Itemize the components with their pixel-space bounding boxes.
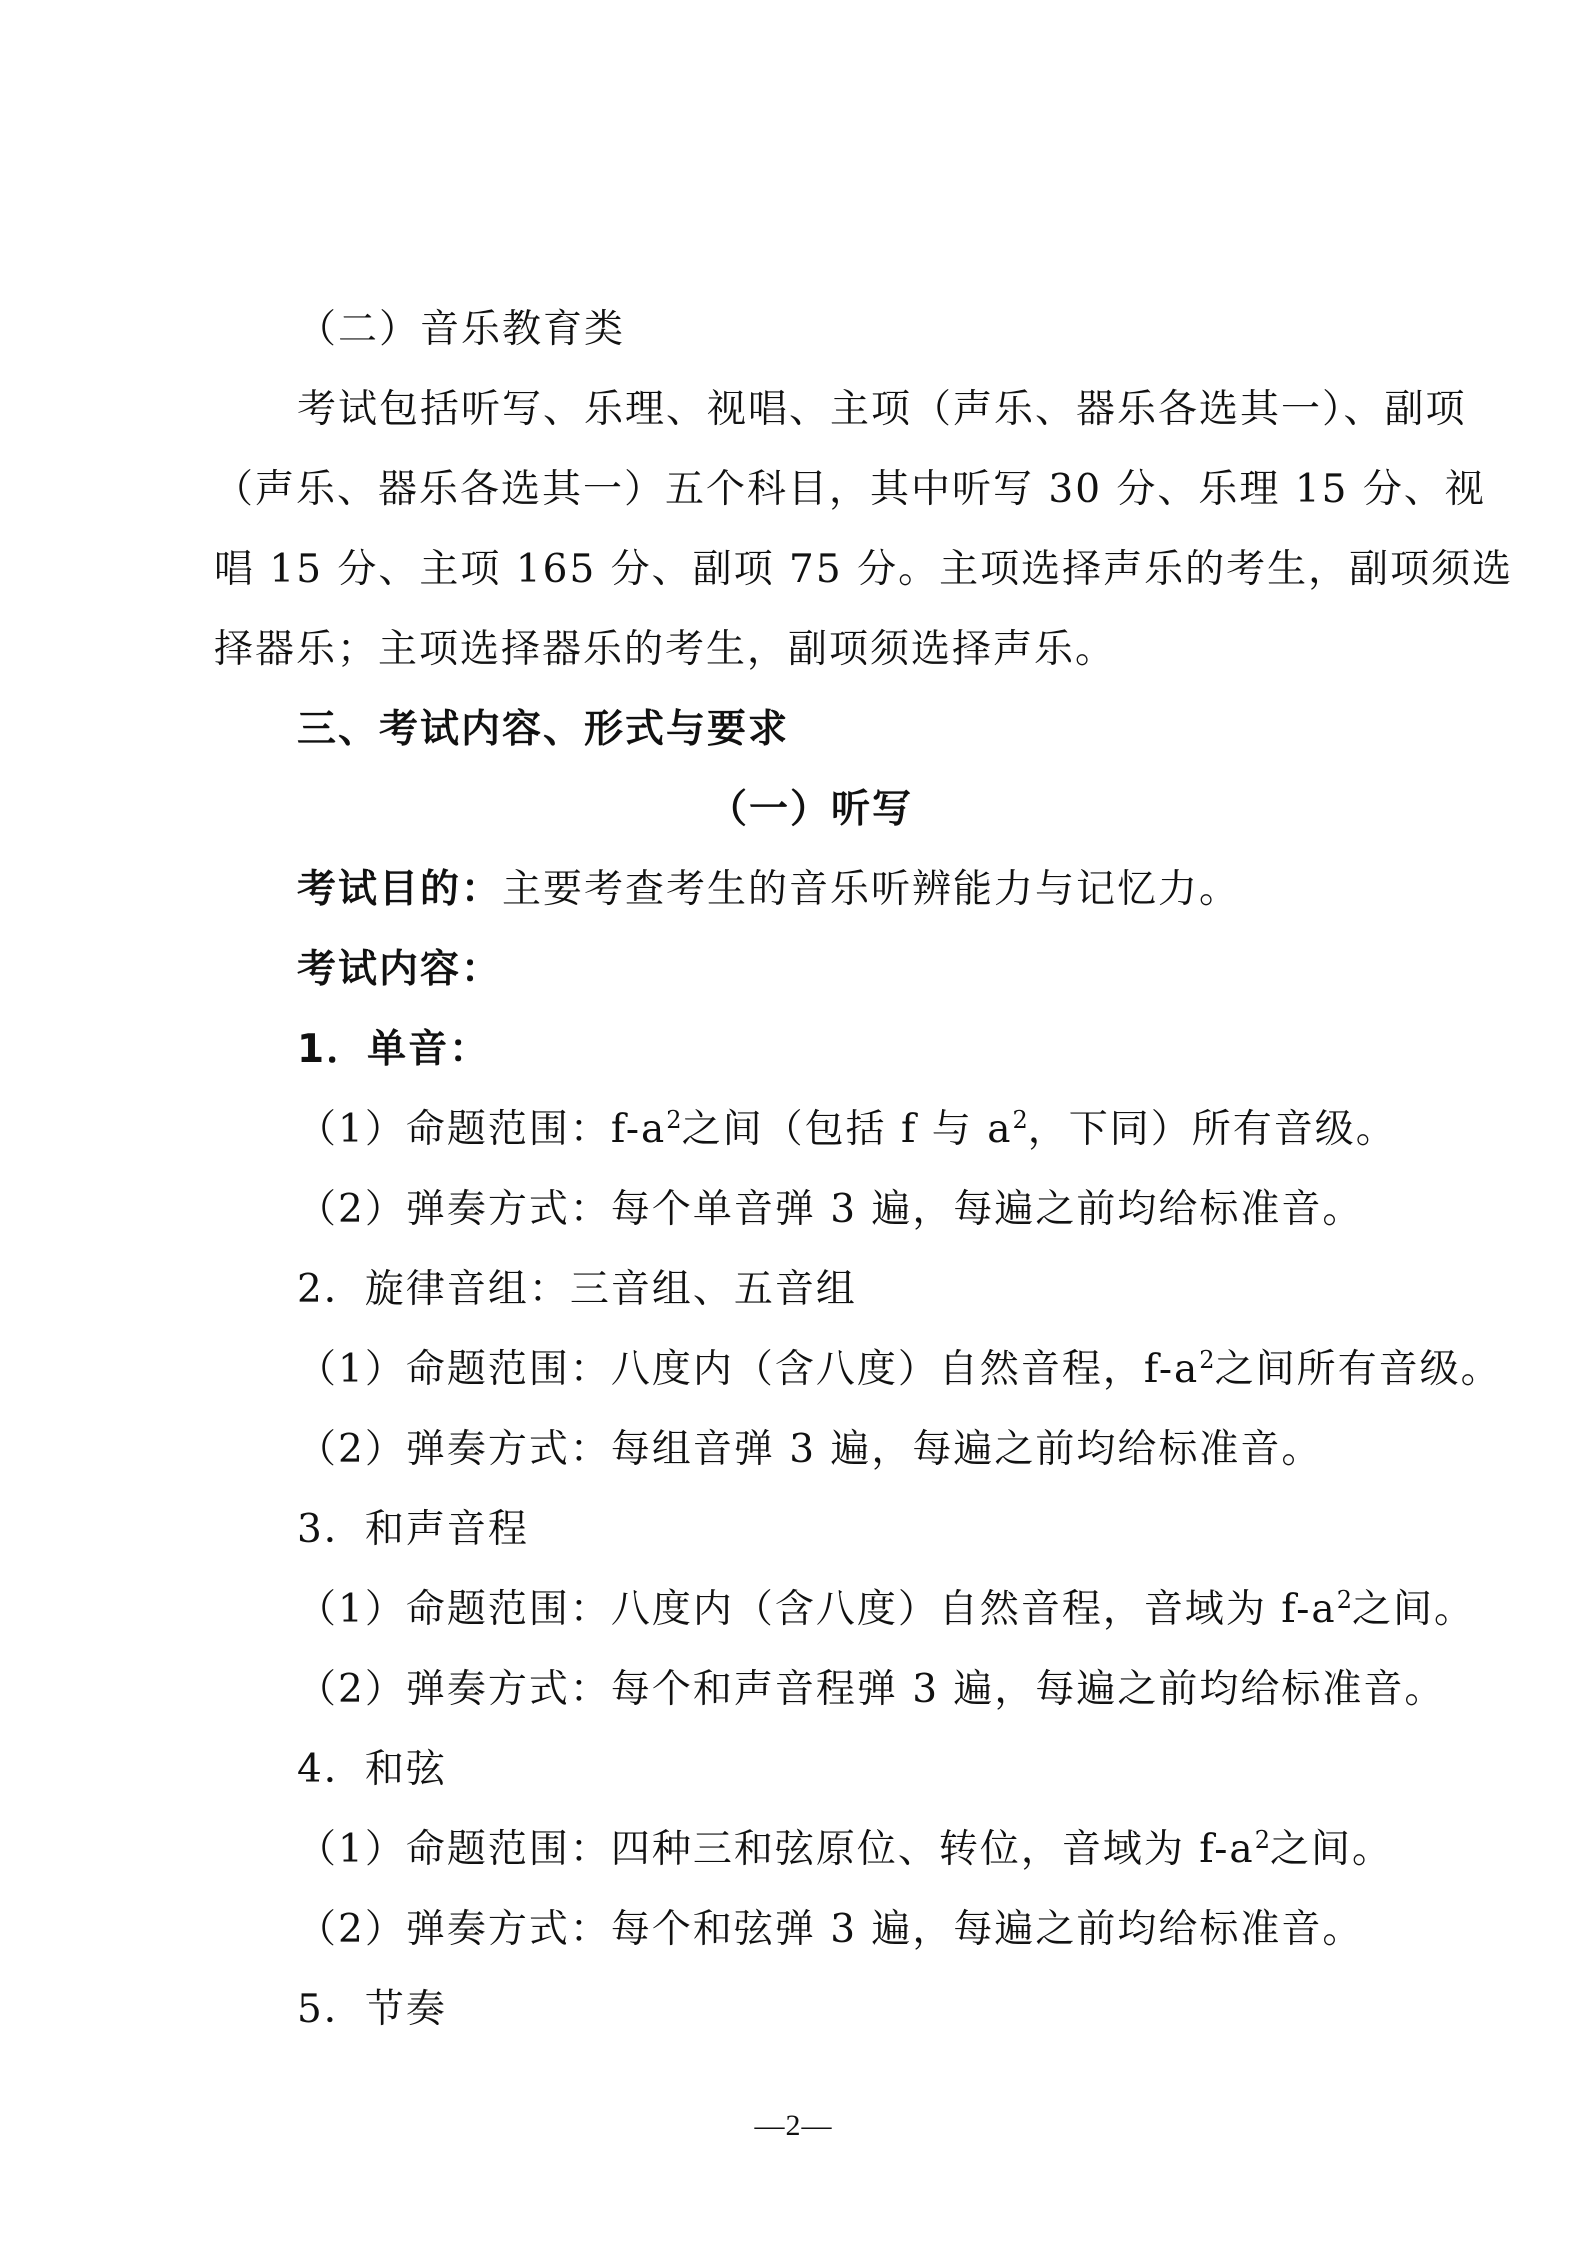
item-harmonic-interval-range — [297, 1586, 1475, 1634]
item-melodic-group-title: 2．旋律音组：三音组、五音组 — [297, 1267, 857, 1312]
item-single-tone-play: （2）弹奏方式：每个单音弹 3 遍，每遍之前均给标准音。 — [297, 1187, 1364, 1232]
item-harmonic-interval-title: 3．和声音程 — [297, 1507, 529, 1552]
range-mid: 之间（包括 f 与 a — [681, 1107, 1013, 1152]
chapter-heading: 三、考试内容、形式与要求 — [297, 707, 790, 752]
range-suffix: 之间。 — [1351, 1587, 1475, 1632]
item-melodic-group-range — [297, 1346, 1502, 1394]
item-number: 1． — [297, 1027, 368, 1072]
intro-line-4: 择器乐；主项选择器乐的考生，副项须选择声乐。 — [214, 627, 1117, 672]
item-single-tone-range — [297, 1106, 1397, 1154]
exam-purpose-text: 主要考查考生的音乐听辨能力与记忆力。 — [502, 867, 1241, 912]
section-heading: （二）音乐教育类 — [297, 307, 626, 352]
superscript: 2 — [666, 1106, 682, 1134]
page-number: —2— — [754, 2109, 833, 2142]
exam-content-label: 考试内容： — [297, 947, 503, 992]
item-rhythm-title: 5．节奏 — [297, 1987, 447, 2032]
range-prefix: （1）命题范围：f-a — [297, 1107, 667, 1152]
subject-heading: （一）听写 — [708, 787, 914, 832]
intro-line-3: 唱 15 分、主项 165 分、副项 75 分。主项选择声乐的考生，副项须选 — [214, 547, 1514, 592]
item-melodic-group-play: （2）弹奏方式：每组音弹 3 遍，每遍之前均给标准音。 — [297, 1427, 1323, 1472]
exam-purpose-label: 考试目的： — [297, 867, 503, 912]
range-prefix: （1）命题范围：八度内（含八度）自然音程，f-a — [297, 1347, 1200, 1392]
range-prefix: （1）命题范围：八度内（含八度）自然音程，音域为 f-a — [297, 1587, 1337, 1632]
item-chord-title: 4．和弦 — [297, 1747, 447, 1792]
item-single-tone-title — [297, 1026, 490, 1074]
exam-purpose — [297, 866, 1240, 914]
intro-line-2: （声乐、器乐各选其一）五个科目，其中听写 30 分、乐理 15 分、视 — [214, 467, 1486, 512]
range-suffix: 之间。 — [1269, 1827, 1393, 1872]
superscript: 2 — [1199, 1346, 1215, 1374]
range-suffix: 之间所有音级。 — [1214, 1347, 1502, 1392]
intro-line-1: 考试包括听写、乐理、视唱、主项（声乐、器乐各选其一）、副项 — [297, 387, 1467, 432]
superscript: 2 — [1254, 1826, 1270, 1854]
superscript: 2 — [1012, 1106, 1028, 1134]
item-chord-play: （2）弹奏方式：每个和弦弹 3 遍，每遍之前均给标准音。 — [297, 1907, 1364, 1952]
item-title: 单音： — [367, 1027, 491, 1072]
superscript: 2 — [1336, 1586, 1352, 1614]
range-prefix: （1）命题范围：四种三和弦原位、转位，音域为 f-a — [297, 1827, 1255, 1872]
range-suffix: ，下同）所有音级。 — [1027, 1107, 1397, 1152]
item-chord-range — [297, 1826, 1393, 1874]
item-harmonic-interval-play: （2）弹奏方式：每个和声音程弹 3 遍，每遍之前均给标准音。 — [297, 1667, 1446, 1712]
